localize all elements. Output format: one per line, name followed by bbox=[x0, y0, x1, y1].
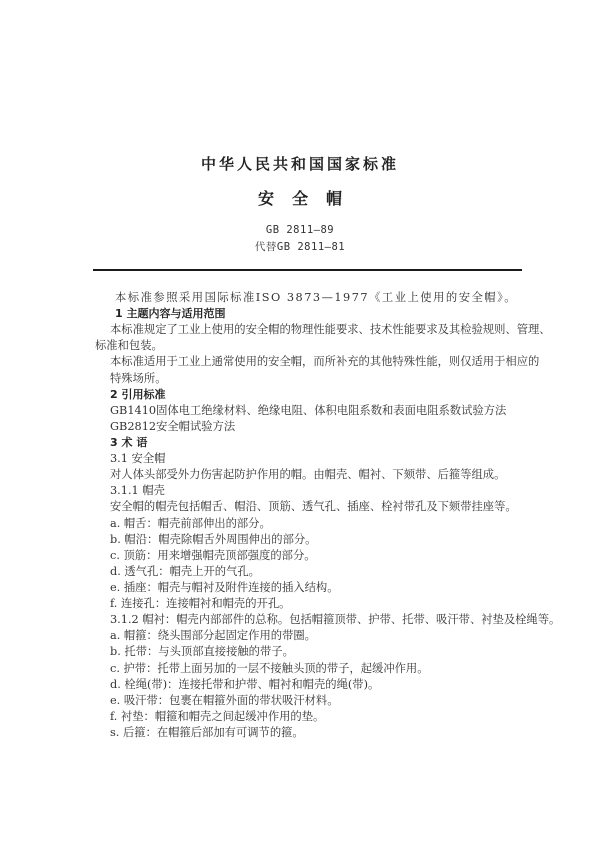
section-1-para-2-line-1: 本标准适用于工业上通常使用的安全帽，而所补充的其他特殊性能，则仅适用于相应的 bbox=[110, 355, 540, 368]
lining-item: e. 吸汗带：包裹在帽箍外面的带状吸汗材料。 bbox=[110, 694, 339, 707]
shell-item: f. 连接孔：连接帽衬和帽壳的开孔。 bbox=[110, 597, 291, 610]
lining-item: d. 栓绳(带)：连接托带和护带、帽衬和帽壳的绳(带)。 bbox=[110, 678, 380, 691]
lining-item: b. 托带：与头顶部直接接触的带子。 bbox=[110, 645, 294, 658]
standard-code: GB 2811—89 bbox=[265, 224, 335, 236]
section-1-para-1-line-1: 本标准规定了工业上使用的安全帽的物理性能要求、技术性能要求及其检验规则、管理、 bbox=[110, 323, 551, 336]
section-3-heading: 3 术 语 bbox=[110, 436, 148, 449]
shell-item: c. 顶筋：用来增强帽壳顶部强度的部分。 bbox=[110, 549, 316, 562]
intro-paragraph: 本标准参照采用国际标准ISO 3873—1977《工业上使用的安全帽》。 bbox=[115, 291, 518, 304]
shell-item: e. 插座：帽壳与帽衬及附件连接的插入结构。 bbox=[110, 581, 339, 594]
term-3-1-title: 3.1 安全帽 bbox=[110, 452, 166, 465]
term-3-1-1-title: 3.1.1 帽壳 bbox=[110, 484, 165, 497]
term-3-1-definition: 对人体头部受外力伤害起防护作用的帽。由帽壳、帽衬、下颏带、后箍等组成。 bbox=[110, 468, 506, 481]
header-divider bbox=[93, 269, 522, 271]
shell-item: a. 帽舌：帽壳前部伸出的部分。 bbox=[110, 517, 271, 530]
document-title: 安全帽 bbox=[257, 189, 360, 208]
replaces-code: 代替GB 2811—81 bbox=[254, 241, 346, 253]
national-standard-heading: 中华人民共和国国家标准 bbox=[200, 155, 399, 173]
section-1-para-2-line-2: 特殊场所。 bbox=[110, 372, 167, 385]
reference-item: GB2812安全帽试验方法 bbox=[110, 420, 236, 433]
lining-item: f. 衬垫：帽箍和帽壳之间起缓冲作用的垫。 bbox=[110, 710, 325, 723]
section-1-heading: 1 主题内容与适用范围 bbox=[115, 307, 226, 320]
shell-item: b. 帽沿：帽壳除帽舌外周围伸出的部分。 bbox=[110, 533, 317, 546]
term-3-1-1-definition: 安全帽的帽壳包括帽舌、帽沿、顶筋、透气孔、插座、栓衬带孔及下颏带挂座等。 bbox=[110, 500, 517, 513]
reference-item: GB1410固体电工绝缘材料、绝缘电阻、体积电阻系数和表面电阻系数试验方法 bbox=[110, 404, 507, 417]
section-2-heading: 2 引用标准 bbox=[110, 388, 166, 401]
section-1-para-1-line-2: 标准和包装。 bbox=[95, 339, 163, 352]
lining-item: a. 帽箍：绕头围部分起固定作用的带圈。 bbox=[110, 629, 316, 642]
term-3-1-2: 3.1.2 帽衬：帽壳内部部件的总称。包括帽箍顶带、护带、托带、吸汗带、衬垫及栓绳等。 bbox=[110, 613, 561, 626]
lining-item: c. 护带：托带上面另加的一层不接触头顶的带子，起缓冲作用。 bbox=[110, 662, 429, 675]
shell-item: d. 透气孔：帽壳上开的气孔。 bbox=[110, 565, 260, 578]
lining-item: s. 后箍：在帽箍后部加有可调节的箍。 bbox=[110, 726, 304, 739]
